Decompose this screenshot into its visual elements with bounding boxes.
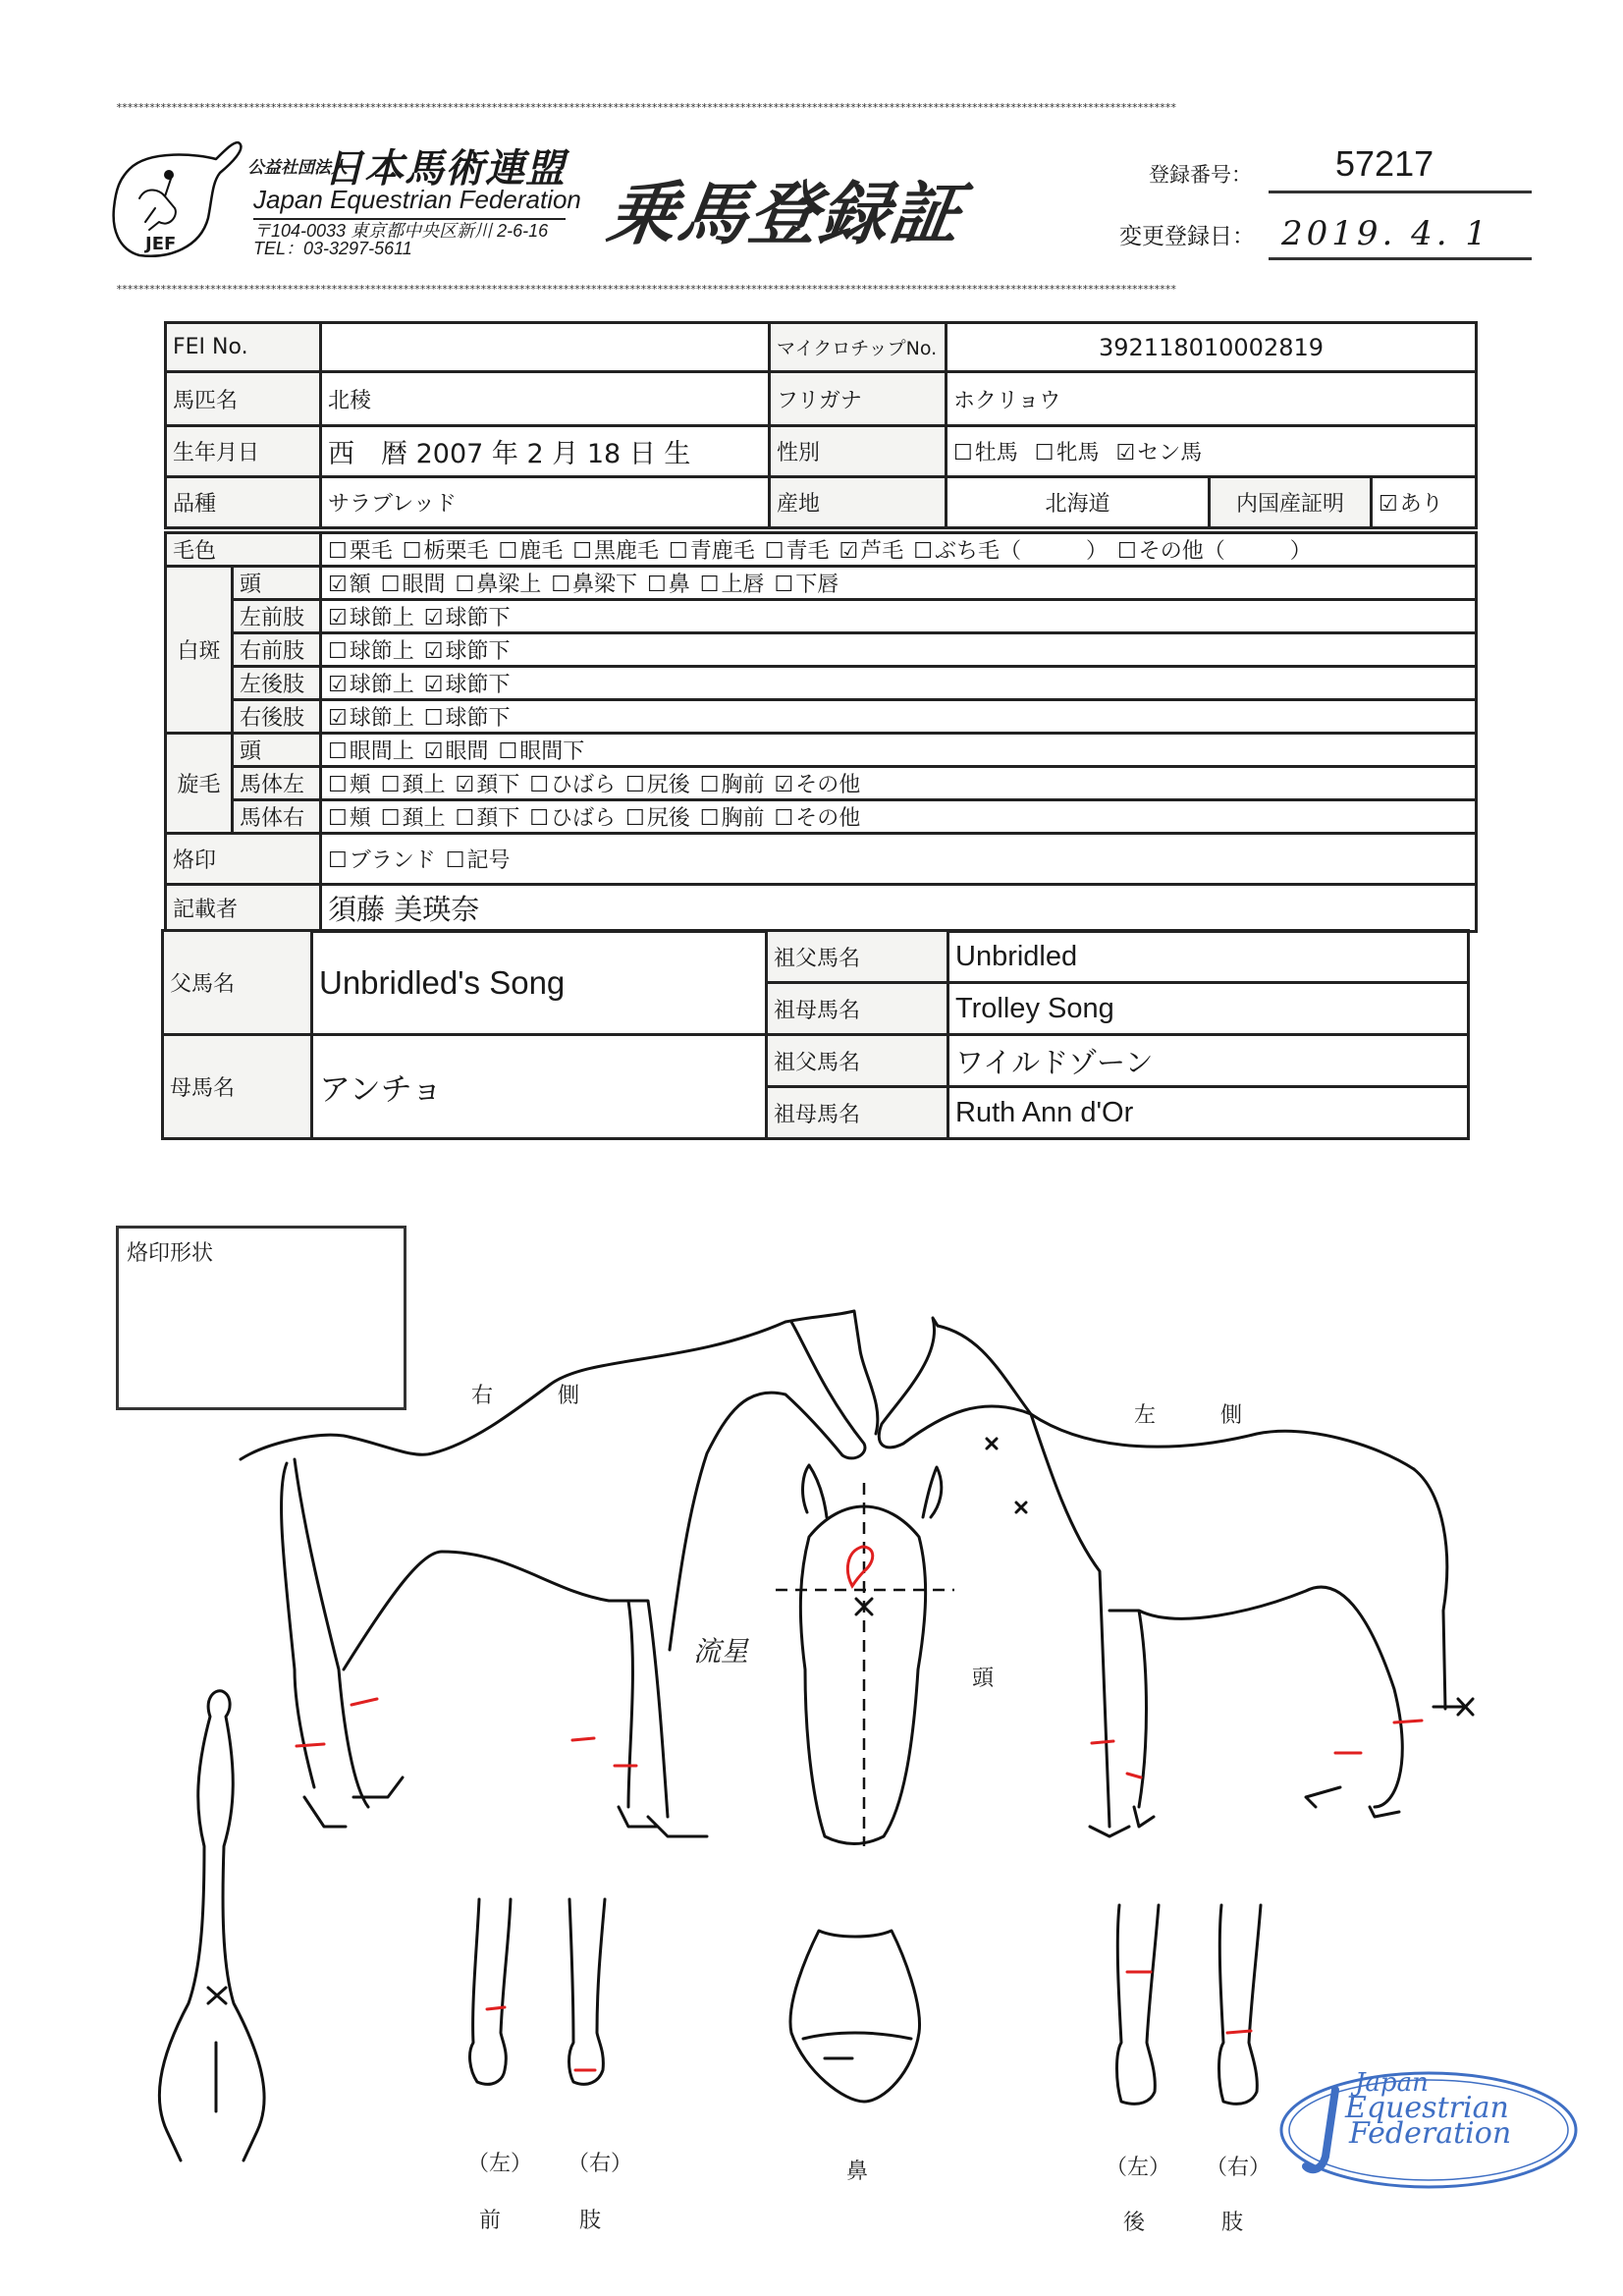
hind-left-label: （左） <box>1106 2156 1171 2180</box>
origin-label: 産地 <box>770 477 947 528</box>
checkbox-unchecked-icon: ☐ <box>380 573 401 597</box>
option-label: 胸前 <box>721 806 765 831</box>
option-label: 牝馬 <box>1055 441 1100 465</box>
recorder-label: 記載者 <box>166 885 321 932</box>
checkbox-unchecked-icon: ☐ <box>699 773 720 797</box>
star-divider-top: ************************************************************************************************************************************************************************************************ <box>116 101 1176 114</box>
address-line: 〒104-0033 東京都中央区新川 2-6-16 <box>253 221 549 241</box>
checkbox-unchecked-icon: ☐ <box>699 573 720 597</box>
hind-limbs-label-1: 後 <box>1123 2211 1146 2235</box>
option-label: 栃栗毛 <box>423 539 489 564</box>
checkbox-unchecked-icon: ☐ <box>328 639 348 664</box>
checkbox-unchecked-icon: ☐ <box>774 806 794 831</box>
checkbox-checked-icon: ☑ <box>328 706 348 731</box>
checkbox-unchecked-icon: ☐ <box>953 441 973 465</box>
checkbox-unchecked-icon: ☐ <box>328 739 348 764</box>
option-label: セン馬 <box>1137 441 1203 465</box>
whorls-label: 旋毛 <box>166 734 233 834</box>
white-part-left-fore: 左前肢 <box>233 600 321 633</box>
change-date: 2019. 4. 1 <box>1281 214 1491 253</box>
dam-grandsire-value: ワイルドゾーン <box>948 1035 1469 1087</box>
breed-value: サラブレッド <box>321 477 770 528</box>
checkbox-checked-icon: ☑ <box>423 606 444 630</box>
checkbox-checked-icon: ☑ <box>1115 441 1136 465</box>
option-label: その他（ ） <box>1138 539 1312 564</box>
org-type: 公益社団法人 <box>247 158 348 178</box>
white-part-head: 頭 <box>233 567 321 600</box>
brand-label: 烙印 <box>166 834 321 885</box>
option-label: 青鹿毛 <box>689 539 755 564</box>
option-label: ひばら <box>551 773 617 797</box>
option-label: 球節上 <box>349 706 414 731</box>
checkbox-checked-icon: ☑ <box>1379 492 1398 517</box>
option-label: 頚下 <box>476 773 520 797</box>
option-label: 尻後 <box>646 806 690 831</box>
option-label: 牡馬 <box>974 441 1018 465</box>
option-label: 黒鹿毛 <box>594 539 660 564</box>
furigana-value: ホクリョウ <box>947 372 1477 426</box>
checkbox-unchecked-icon: ☐ <box>328 773 348 797</box>
birth-day: 18 <box>586 439 622 469</box>
checkbox-unchecked-icon: ☐ <box>764 539 784 564</box>
stamp-line-2: Equestrian <box>1345 2091 1509 2125</box>
checkbox-checked-icon: ☑ <box>328 573 348 597</box>
checkbox-checked-icon: ☑ <box>839 539 859 564</box>
option-label: 青毛 <box>785 539 830 564</box>
horse-name-value: 北稜 <box>321 372 770 426</box>
dam-granddam-value: Ruth Ann d'Or <box>948 1087 1469 1139</box>
checkbox-unchecked-icon: ☐ <box>529 773 549 797</box>
option-label: 球節上 <box>349 606 414 630</box>
checkbox-checked-icon: ☑ <box>455 773 475 797</box>
checkbox-unchecked-icon: ☐ <box>647 573 667 597</box>
option-label: 球節下 <box>445 606 511 630</box>
checkbox-checked-icon: ☑ <box>328 673 348 697</box>
checkbox-unchecked-icon: ☐ <box>328 806 348 831</box>
org-name-jp: 日本馬術連盟 <box>324 146 566 191</box>
left-side-label: 左 側 <box>1134 1403 1243 1428</box>
registration-number: 57217 <box>1335 143 1434 184</box>
option-label: 鼻梁上 <box>476 573 542 597</box>
option-label: 下唇 <box>795 573 839 597</box>
sire-granddam-label: 祖母馬名 <box>767 983 948 1035</box>
option-label: 眼間上 <box>349 739 414 764</box>
checkbox-unchecked-icon: ☐ <box>625 806 645 831</box>
option-label: あり <box>1399 492 1443 517</box>
white-part-right-fore: 右前肢 <box>233 633 321 667</box>
white-markings-label: 白斑 <box>166 567 233 734</box>
sex-label: 性別 <box>770 426 947 477</box>
stamp-line-3: Federation <box>1349 2116 1512 2151</box>
checkbox-unchecked-icon: ☐ <box>774 573 794 597</box>
option-label: 眼間 <box>402 573 446 597</box>
option-label: 上唇 <box>721 573 765 597</box>
hind-right-label: （右） <box>1206 2156 1271 2180</box>
checkbox-unchecked-icon: ☐ <box>402 539 422 564</box>
microchip-label: マイクロチップNo. <box>770 323 947 372</box>
option-label: 球節下 <box>445 639 511 664</box>
option-label: 頬 <box>349 806 371 831</box>
birth-month: 2 <box>526 439 544 469</box>
document-title: 乗馬登録証 <box>602 174 967 254</box>
option-label: 鼻 <box>668 573 690 597</box>
handwritten-note-star: 流星 <box>693 1635 749 1667</box>
white-part-right-hind: 右後肢 <box>233 700 321 734</box>
option-label: 眼間 <box>445 739 489 764</box>
tel-line: TEL：03-3297-5611 <box>253 239 412 258</box>
option-label: 頚下 <box>476 806 520 831</box>
checkbox-unchecked-icon: ☐ <box>669 539 688 564</box>
birth-year: 2007 <box>415 439 484 469</box>
recorder-value: 須藤 美瑛奈 <box>321 885 1477 932</box>
fei-no-label: FEI No. <box>166 323 321 372</box>
sire-grandsire-label: 祖父馬名 <box>767 931 948 983</box>
option-label: 尻後 <box>646 773 690 797</box>
option-label: 鹿毛 <box>519 539 564 564</box>
front-limbs-label-1: 前 <box>479 2209 502 2233</box>
checkbox-unchecked-icon: ☐ <box>572 539 592 564</box>
registration-number-label: 登録番号： <box>1149 163 1252 187</box>
sire-grandsire-value: Unbridled <box>948 931 1469 983</box>
option-label: 球節下 <box>445 706 511 731</box>
checkbox-checked-icon: ☑ <box>774 773 794 797</box>
option-label: ひばら <box>551 806 617 831</box>
checkbox-unchecked-icon: ☐ <box>423 706 444 731</box>
option-label: 眼間下 <box>519 739 585 764</box>
dam-granddam-label: 祖母馬名 <box>767 1087 948 1139</box>
birth-year-unit: 年 <box>491 439 518 469</box>
horse-name-label: 馬匹名 <box>166 372 321 426</box>
option-label: その他 <box>795 773 861 797</box>
option-label: 球節下 <box>445 673 511 697</box>
whorl-part-body-right: 馬体右 <box>233 800 321 834</box>
checkbox-unchecked-icon: ☐ <box>328 539 348 564</box>
option-label: 芦毛 <box>860 539 904 564</box>
option-label: 頚上 <box>402 806 446 831</box>
checkbox-unchecked-icon: ☐ <box>445 848 465 873</box>
option-label: 頬 <box>349 773 371 797</box>
checkbox-unchecked-icon: ☐ <box>529 806 549 831</box>
option-label: その他 <box>795 806 861 831</box>
white-part-left-hind: 左後肢 <box>233 667 321 700</box>
birth-suffix: 生 <box>664 439 691 469</box>
logo-text: JEF <box>145 234 177 254</box>
option-label: 球節上 <box>349 673 414 697</box>
sire-granddam-value: Trolley Song <box>948 983 1469 1035</box>
domestic-cert-label: 内国産証明 <box>1210 477 1372 528</box>
checkbox-unchecked-icon: ☐ <box>498 539 518 564</box>
checkbox-unchecked-icon: ☐ <box>1034 441 1055 465</box>
front-left-label: （左） <box>467 2152 533 2176</box>
sire-value: Unbridled's Song <box>312 931 767 1035</box>
whorl-part-head: 頭 <box>233 734 321 767</box>
brand-shape-label: 烙印形状 <box>127 1241 214 1266</box>
checkbox-checked-icon: ☑ <box>423 739 444 764</box>
head-label: 頭 <box>972 1667 995 1691</box>
birth-date-label: 生年月日 <box>166 426 321 477</box>
change-date-label: 変更登録日： <box>1119 224 1255 249</box>
nose-label: 鼻 <box>846 2159 869 2184</box>
checkbox-unchecked-icon: ☐ <box>551 573 570 597</box>
coat-color-label: 毛色 <box>166 533 321 567</box>
checkbox-checked-icon: ☑ <box>423 673 444 697</box>
furigana-label: フリガナ <box>770 372 947 426</box>
checkbox-unchecked-icon: ☐ <box>455 573 475 597</box>
stamp-line-1: Japan <box>1355 2068 1429 2098</box>
option-label: ブランド <box>349 848 436 873</box>
breed-label: 品種 <box>166 477 321 528</box>
origin-value: 北海道 <box>947 477 1210 528</box>
checkbox-checked-icon: ☑ <box>423 639 444 664</box>
star-divider-bottom: ************************************************************************************************************************************************************************************************ <box>116 283 1176 296</box>
hind-limbs-label-2: 肢 <box>1221 2211 1244 2235</box>
checkbox-unchecked-icon: ☐ <box>913 539 933 564</box>
option-label: 額 <box>349 573 371 597</box>
sire-label: 父馬名 <box>163 931 312 1035</box>
front-limbs-label-2: 肢 <box>579 2209 602 2233</box>
checkbox-unchecked-icon: ☐ <box>625 773 645 797</box>
checkbox-checked-icon: ☑ <box>328 606 348 630</box>
dam-grandsire-label: 祖父馬名 <box>767 1035 948 1087</box>
option-label: 胸前 <box>721 773 765 797</box>
checkbox-unchecked-icon: ☐ <box>699 806 720 831</box>
option-label: 球節上 <box>349 639 414 664</box>
whorl-part-body-left: 馬体左 <box>233 767 321 800</box>
right-side-label: 右 側 <box>471 1384 580 1408</box>
dam-label: 母馬名 <box>163 1035 312 1139</box>
dam-value: アンチョ <box>312 1035 767 1139</box>
option-label: 栗毛 <box>349 539 393 564</box>
checkbox-unchecked-icon: ☐ <box>1117 539 1137 564</box>
birth-era: 西 暦 <box>328 439 407 469</box>
birth-day-unit: 日 <box>628 439 656 469</box>
checkbox-unchecked-icon: ☐ <box>380 806 401 831</box>
microchip-value: 392118010002819 <box>947 323 1477 372</box>
org-name-en: Japan Equestrian Federation <box>253 185 581 214</box>
stamp-text <box>1345 2068 1512 2151</box>
checkbox-unchecked-icon: ☐ <box>455 806 475 831</box>
front-right-label: （右） <box>568 2152 633 2176</box>
checkbox-unchecked-icon: ☐ <box>380 773 401 797</box>
checkbox-unchecked-icon: ☐ <box>328 848 348 873</box>
option-label: ぶち毛（ ） <box>935 539 1109 564</box>
option-label: 記号 <box>466 848 511 873</box>
option-label: 鼻梁下 <box>572 573 638 597</box>
option-label: 頚上 <box>402 773 446 797</box>
checkbox-unchecked-icon: ☐ <box>498 739 518 764</box>
birth-month-unit: 月 <box>552 439 579 469</box>
